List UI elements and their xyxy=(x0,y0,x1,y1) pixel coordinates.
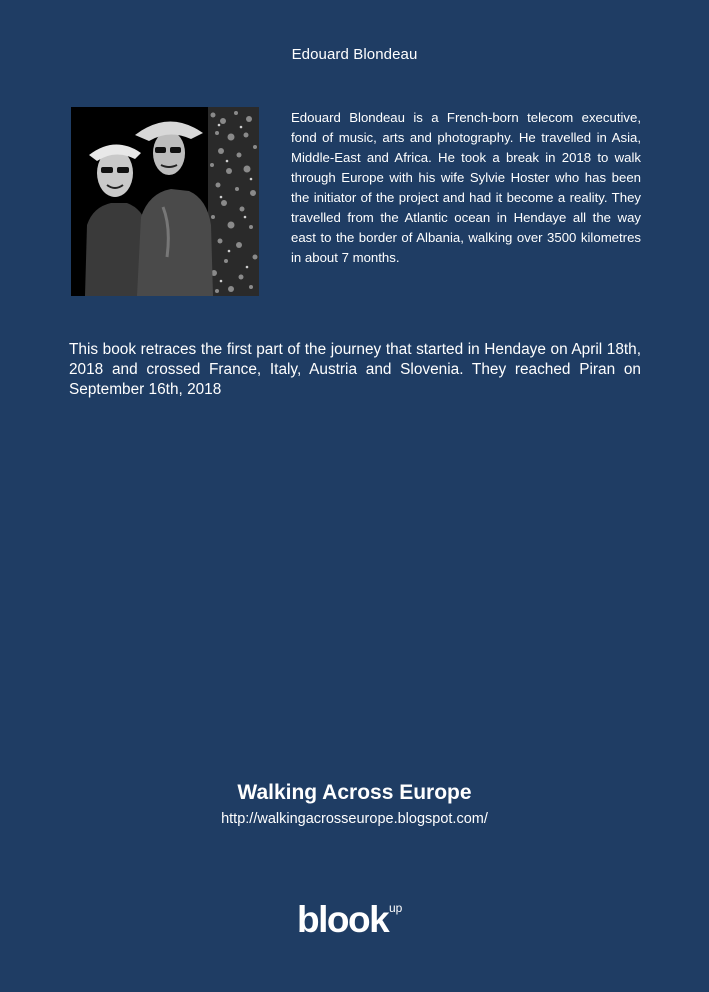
publisher-logo-word: blook xyxy=(297,899,389,940)
author-name: Edouard Blondeau xyxy=(291,46,418,63)
author-bio: Edouard Blondeau is a French-born telecom executive, fond of music, arts and photography. He travelled in Asia, Middle-East and Africa. He took a break in 2018 to walk through Europe with his wife Sylvie Hoster who has been the initiator of the project and had it become a reality. They travelled from the Atlantic ocean in Hendaye all the way east to the border of Albania, walking over 3500 kilometres in about 7 months. xyxy=(291,110,641,265)
publisher-logo-superscript: up xyxy=(389,901,403,915)
publisher-logo xyxy=(297,897,417,943)
book-title: Walking Across Europe xyxy=(237,781,472,804)
book-summary: This book retraces the first part of the journey that started in Hendaye on April 18th, 2018 and crossed France, Italy, Austria and Slovenia. They reached Piran on September 16th, 2018 xyxy=(69,341,641,398)
author-photo xyxy=(71,107,259,296)
book-url-link[interactable]: http://walkingacrosseurope.blogspot.com/ xyxy=(221,811,488,827)
